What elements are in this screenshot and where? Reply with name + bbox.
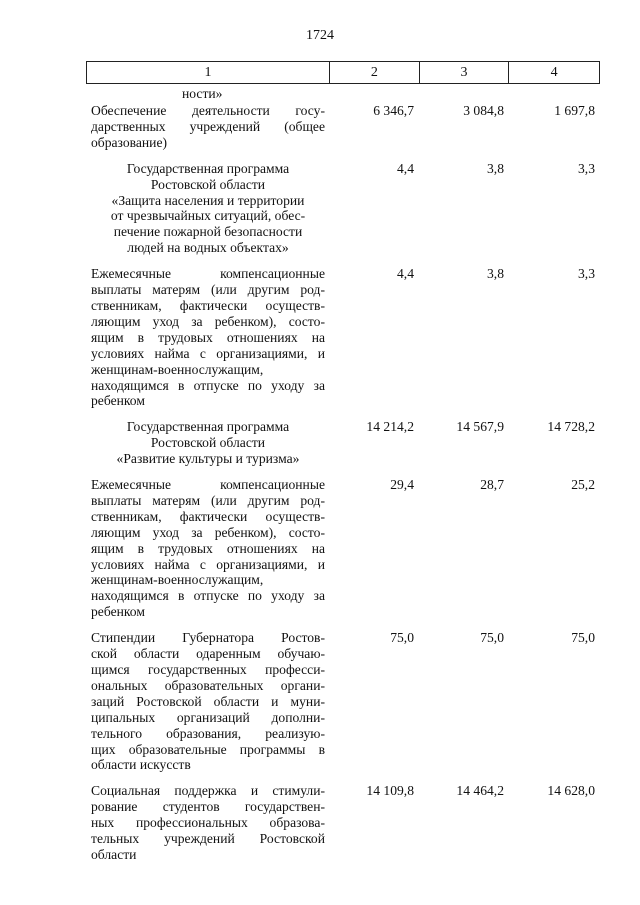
description-line: тельных учреждений Ростовской bbox=[91, 831, 325, 847]
description-line: Стипендии Губернатора Ростов- bbox=[91, 630, 325, 646]
description-line: ных профессиональных образова- bbox=[91, 815, 325, 831]
description-line: печение пожарной безопасности bbox=[113, 224, 303, 240]
table-header bbox=[86, 61, 600, 84]
value-col-2: 6 346,7 bbox=[373, 103, 414, 118]
value-col-4: 1 697,8 bbox=[554, 103, 595, 118]
description-line: Государственная программа bbox=[126, 160, 290, 176]
description-line: тельного образования, реализую- bbox=[91, 725, 325, 741]
description-line: ящим в трудовых отношениях на bbox=[91, 329, 325, 345]
table-row bbox=[86, 477, 600, 620]
table-row bbox=[86, 103, 600, 151]
table-row bbox=[86, 419, 600, 467]
value-col-3: 75,0 bbox=[480, 630, 504, 646]
value-col-3: 14 464,2 bbox=[456, 783, 504, 799]
description-line: «Развитие культуры и туризма» bbox=[116, 451, 300, 467]
description-line: дарственных учреждений (общее bbox=[91, 118, 325, 134]
row-description bbox=[86, 630, 329, 773]
table-row bbox=[86, 630, 600, 773]
description-line: области bbox=[91, 846, 137, 862]
value-col-2: 14 214,2 bbox=[366, 419, 414, 435]
value-col-3: 28,7 bbox=[480, 477, 504, 493]
description-line: Ежемесячные компенсационные bbox=[91, 266, 325, 282]
description-line: щимся государственных професси- bbox=[91, 662, 325, 677]
description-line: Обеспечение деятельности госу- bbox=[91, 103, 325, 118]
column-header-3: 3 bbox=[419, 62, 509, 83]
row-description bbox=[86, 783, 329, 863]
value-col-4: 75,0 bbox=[571, 630, 595, 646]
table-row bbox=[86, 161, 600, 256]
value-col-4: 3,3 bbox=[578, 160, 595, 176]
description-line: ственникам, фактически осуществ- bbox=[91, 508, 325, 524]
description-line: ляющим уход за ребенком), состо- bbox=[91, 313, 325, 329]
description-line: выплаты матерям (или другим род- bbox=[91, 282, 325, 298]
column-header-2: 2 bbox=[329, 62, 419, 83]
description-line: людей на водных объектах» bbox=[127, 240, 289, 256]
value-col-2: 29,4 bbox=[390, 477, 414, 493]
description-line: ляющим уход за ребенком), состо- bbox=[91, 524, 325, 540]
description-line: щих образовательные программы в bbox=[91, 741, 325, 757]
description-line: ящим в трудовых отношениях на bbox=[91, 540, 325, 556]
description-line: Государственная программа bbox=[126, 419, 290, 435]
value-col-4: 3,3 bbox=[578, 266, 595, 282]
value-col-3: 14 567,9 bbox=[456, 419, 504, 435]
column-header-1: 1 bbox=[204, 65, 212, 80]
row-description bbox=[86, 103, 329, 151]
description-line: рование студентов государствен- bbox=[91, 799, 325, 815]
description-line: Ростовской области bbox=[150, 435, 266, 451]
table-body bbox=[86, 103, 600, 873]
value-col-3: 3,8 bbox=[487, 266, 504, 282]
value-col-2: 14 109,8 bbox=[366, 783, 414, 799]
description-line: ской области одаренным обучаю- bbox=[91, 646, 325, 662]
description-line: ципальных организаций дополни- bbox=[91, 709, 325, 725]
description-line: Ростовской области bbox=[150, 176, 266, 192]
row-description bbox=[86, 161, 329, 256]
value-col-4: 14 728,2 bbox=[547, 419, 595, 435]
description-line: области искусств bbox=[91, 757, 191, 773]
description-line: ственникам, фактически осуществ- bbox=[91, 297, 325, 313]
row-description bbox=[86, 477, 329, 620]
value-col-3: 3 084,8 bbox=[463, 103, 504, 118]
value-col-4: 14 628,0 bbox=[547, 783, 595, 799]
continuation-text: ности» bbox=[182, 86, 223, 101]
description-line: «Защита населения и территории bbox=[111, 192, 305, 208]
value-col-2: 4,4 bbox=[397, 266, 414, 282]
value-col-4: 25,2 bbox=[571, 477, 595, 493]
description-line: Социальная поддержка и стимули- bbox=[91, 783, 325, 799]
description-line: находящимся в отпуске по уходу за bbox=[91, 377, 325, 393]
description-line: Ежемесячные компенсационные bbox=[91, 477, 325, 493]
description-line: женщинам-военнослужащим, bbox=[91, 361, 264, 377]
row-description bbox=[86, 419, 329, 467]
description-line: ребенком bbox=[91, 604, 145, 620]
table-row bbox=[86, 266, 600, 409]
column-header-4: 4 bbox=[508, 62, 599, 83]
description-line: женщинам-военнослужащим, bbox=[91, 572, 264, 588]
value-col-3: 3,8 bbox=[487, 160, 504, 176]
description-line: выплаты матерям (или другим род- bbox=[91, 492, 325, 508]
value-col-2: 75,0 bbox=[390, 630, 414, 646]
description-line: условиях найма с организациями, и bbox=[91, 345, 325, 361]
description-line: условиях найма с организациями, и bbox=[91, 556, 325, 572]
page-number: 1724 bbox=[306, 28, 334, 43]
description-line: заций Ростовской области и муни- bbox=[91, 693, 325, 709]
table-row bbox=[86, 783, 600, 863]
row-description bbox=[86, 266, 329, 409]
description-line: образование) bbox=[91, 134, 168, 150]
description-line: ональных образовательных органи- bbox=[91, 677, 325, 693]
description-line: от чрезвычайных ситуаций, обес- bbox=[110, 208, 306, 224]
value-col-2: 4,4 bbox=[397, 160, 414, 176]
description-line: находящимся в отпуске по уходу за bbox=[91, 588, 325, 604]
description-line: ребенком bbox=[91, 393, 145, 409]
